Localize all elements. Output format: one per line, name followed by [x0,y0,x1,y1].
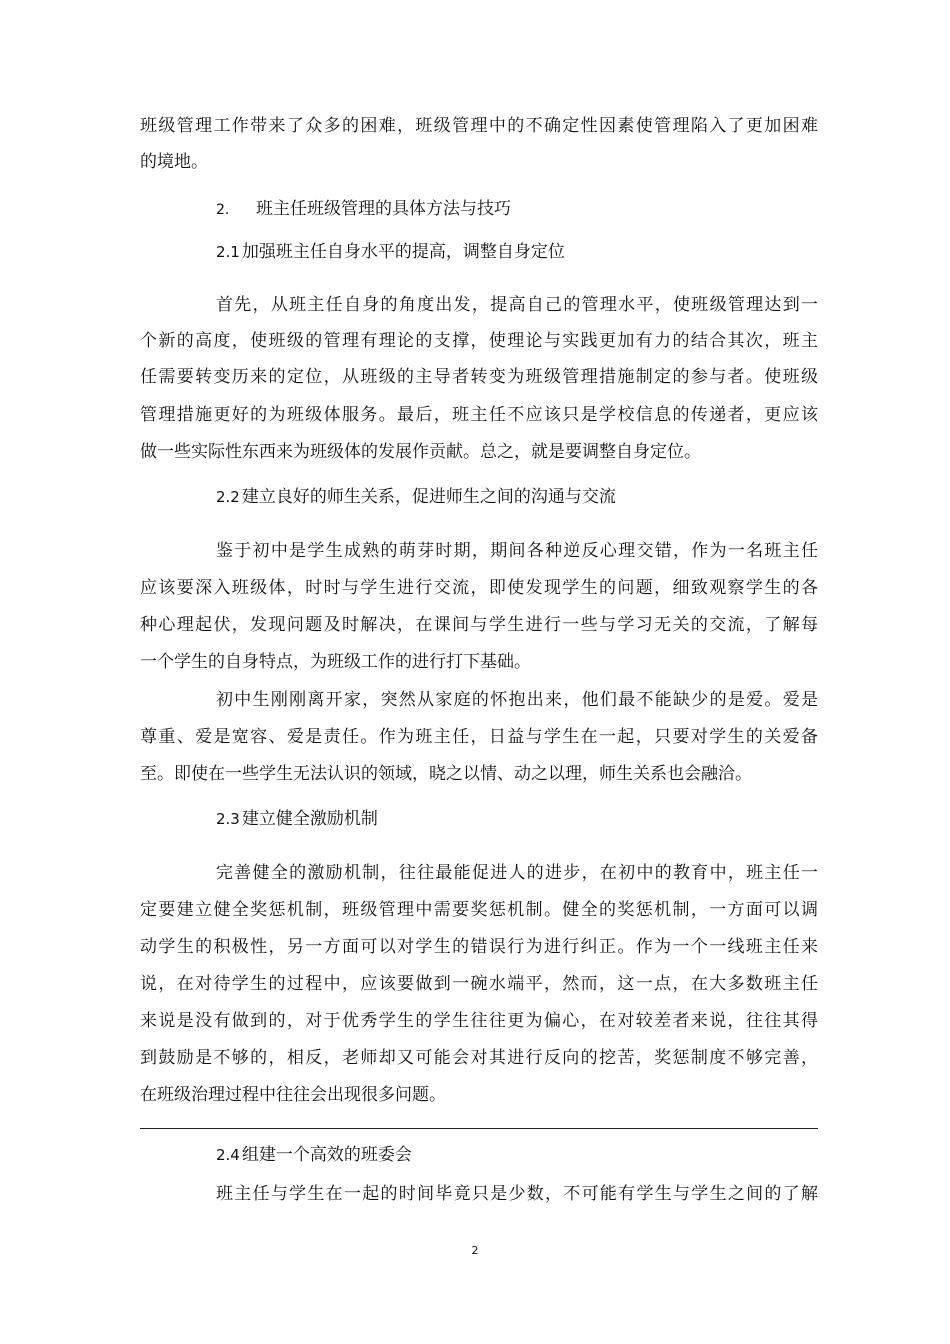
subsection-heading-2-2 [216,486,616,508]
subsection-heading-2-4 [216,1144,412,1166]
subsection-number: 2.3 [216,810,240,828]
body-text-line: 班级管理工作带来了众多的困难，班级管理中的不确定性因素使管理陷入了更加困难 [140,116,818,136]
body-text-line: 至。即使在一些学生无法认识的领域，晓之以情、动之以理，师生关系也会融洽。 [140,764,752,784]
body-text-line: 动学生的积极性，另一方面可以对学生的错误行为进行纠正。作为一个一线班主任来 [140,937,818,957]
body-text-line: 来说是没有做到的，对于优秀学生的学生往往更为偏心，在对较差者来说，往往其得 [140,1011,818,1031]
body-text-line: 完善健全的激励机制，往往最能促进人的进步，在初中的教育中，班主任一 [216,863,818,883]
body-text-line: 到鼓励是不够的，相反，老师却又可能会对其进行反向的挖苦，奖惩制度不够完善， [140,1048,818,1068]
body-text-line: 尊重、爱是宽容、爱是责任。作为班主任，日益与学生在一起，只要对学生的关爱备 [140,727,818,747]
body-text-line: 做一些实际性东西来为班级体的发展作贡献。总之，就是要调整自身定位。 [140,442,701,462]
body-text-line: 一个学生的自身特点，为班级工作的进行打下基础。 [140,652,531,672]
body-text-line: 鉴于初中是学生成熟的萌芽时期，期间各种逆反心理交错，作为一名班主任 [216,541,818,561]
body-text-line: 个新的高度，使班级的管理有理论的支撑，使理论与实践更加有力的结合其次，班主 [140,331,818,351]
section-title: 班主任班级管理的具体方法与技巧 [256,199,511,219]
subsection-title: 建立健全激励机制 [241,809,378,829]
body-text-line: 说，在对待学生的过程中，应该要做到一碗水端平，然而，这一点，在大多数班主任 [140,974,818,994]
body-text-line: 管理措施更好的为班级体服务。最后，班主任不应该只是学校信息的传递者，更应该 [140,405,818,425]
horizontal-rule [140,1128,818,1129]
page-number: 2 [471,1244,479,1257]
body-text-line: 班主任与学生在一起的时间毕竟只是少数，不可能有学生与学生之间的了解 [216,1184,818,1204]
body-text-line: 任需要转变历来的定位，从班级的主导者转变为班级管理措施制定的参与者。使班级 [140,367,818,387]
subsection-title: 加强班主任自身水平的提高，调整自身定位 [241,242,565,262]
body-text-line: 初中生刚刚离开家，突然从家庭的怀抱出来，他们最不能缺少的是爱。爱是 [216,690,818,710]
section-heading-2 [216,198,511,221]
body-text-line: 首先，从班主任自身的角度出发，提高自己的管理水平，使班级管理达到一 [216,295,818,315]
subsection-number: 2.1 [216,243,240,261]
section-number: 2. [216,202,230,218]
body-text-line: 应该要深入班级体，时时与学生进行交流，即使发现学生的问题，细致观察学生的各 [140,578,818,598]
body-text-line: 种心理起伏，发现问题及时解决，在课间与学生进行一些与学习无关的交流，了解每 [140,615,818,635]
subsection-heading-2-3 [216,808,378,830]
subsection-heading-2-1 [216,241,565,263]
subsection-number: 2.2 [216,488,240,506]
body-text-line: 在班级治理过程中往往会出现很多问题。 [140,1085,446,1105]
body-text-line: 的境地。 [140,152,208,172]
subsection-title: 组建一个高效的班委会 [241,1145,412,1165]
body-text-line: 定要建立健全奖惩机制，班级管理中需要奖惩机制。健全的奖惩机制，一方面可以调 [140,900,818,920]
subsection-number: 2.4 [216,1146,240,1164]
subsection-title: 建立良好的师生关系，促进师生之间的沟通与交流 [241,487,616,507]
